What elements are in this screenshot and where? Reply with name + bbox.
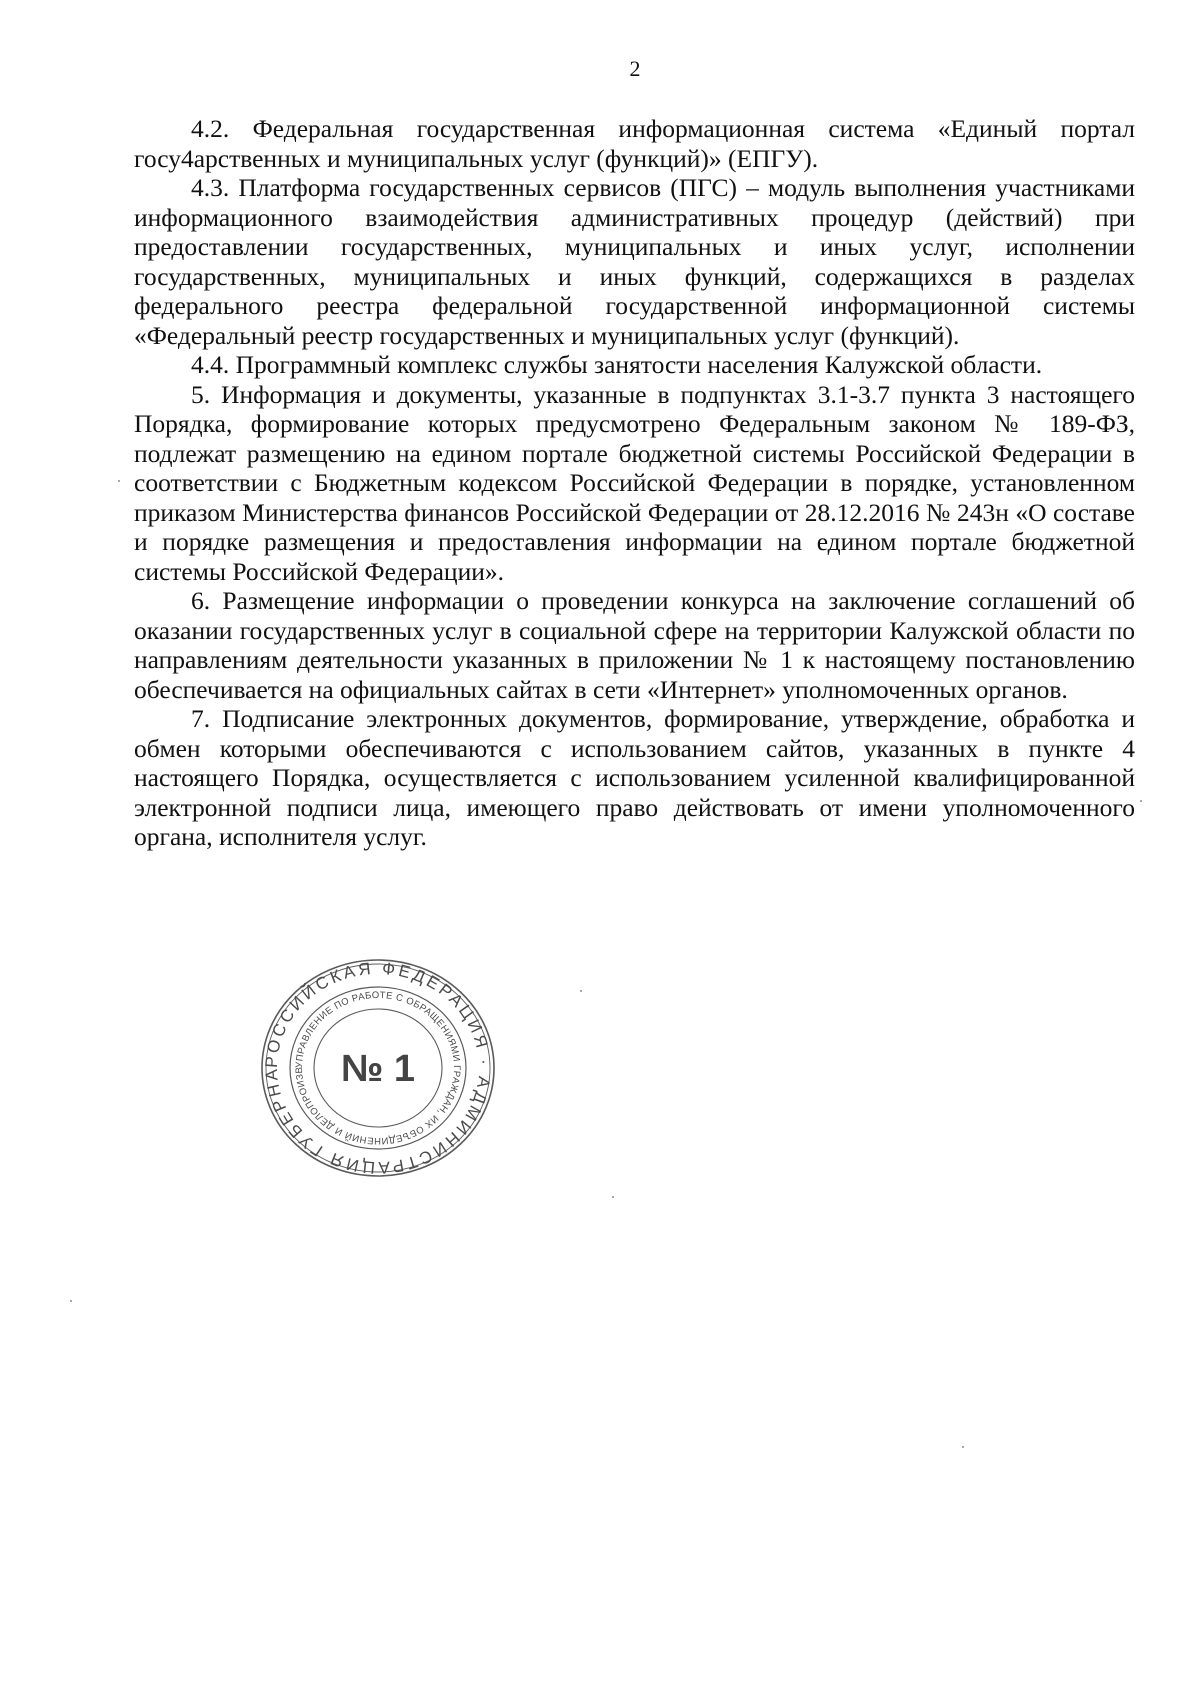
- seal-center-number: № 1: [340, 1048, 416, 1090]
- seal-outer-text: РОССИЙСКАЯ ФЕДЕРАЦИЯ · АДМИНИСТРАЦИЯ ГУБЕРНА: [261, 958, 495, 1178]
- paragraph-5: 5. Информация и документы, указанные в подпунктах 3.1-3.7 пункта 3 настоящего Порядка, формирование которых предусмотрено Федеральным законом № 189-ФЗ, подлежат размещению на едином портале бюджетной системы Российской Федерации в соответствии с Бюджетным кодексом Российской Федерации в порядке, установленном приказом Министерства финансов Российской Федерации от 28.12.2016 № 243н «О составе и порядке размещения и предоставления информации на едином портале бюджетной системы Российской Федерации».: [134, 379, 1135, 586]
- paragraph-4-4: 4.4. Программный комплекс службы занятости населения Калужской области.: [191, 350, 1043, 379]
- scan-speck: [962, 1446, 964, 1448]
- page-number: 2: [629, 56, 641, 81]
- paragraph-4-2: 4.2. Федеральная государственная информационная система «Единый портал госу4арственных и муниципальных услуг (функций)» (ЕПГУ).: [134, 114, 1135, 173]
- seal-graphic: [258, 958, 498, 1178]
- paragraph-6: 6. Размещение информации о проведении конкурса на заключение соглашений об оказании государственных услуг в социальной сфере на территории Калужской области по направлениям деятельности указанных в приложении № 1 к настоящему постановлению обеспечивается на официальных сайтах в сети «Интернет» уполномоченных органов.: [134, 586, 1135, 704]
- official-seal-stamp: [258, 958, 498, 1178]
- scan-speck: [118, 480, 120, 482]
- scan-speck: [612, 1196, 614, 1198]
- scan-speck: [1140, 800, 1142, 802]
- paragraph-7: 7. Подписание электронных документов, формирование, утверждение, обработка и обмен которыми обеспечиваются с использованием сайтов, указанных в пункте 4 настоящего Порядка, осуществляется с использованием усиленной квалифицированной электронной подписи лица, имеющего право действовать от имени уполномоченного органа, исполнителя услуг.: [134, 704, 1135, 851]
- seal-inner-text: УПРАВЛЕНИЕ ПО РАБОТЕ С ОБРАЩЕНИЯМИ ГРАЖДАН, ИХ ОБЪЕДИНЕНИЙ И ДЕЛОПРОИЗВ: [293, 989, 463, 1147]
- document-body: [134, 114, 1135, 852]
- scan-speck: [70, 1300, 72, 1302]
- paragraph-4-3: 4.3. Платформа государственных сервисов (ПГС) – модуль выполнения участниками информационного взаимодействия административных процедур (действий) при предоставлении государственных, муниципальных и иных услуг, исполнении государственных, муниципальных и иных функций, содержащихся в разделах федерального реестра федеральной государственной информационной системы «Федеральный реестр государственных и муниципальных услуг (функций).: [134, 173, 1135, 350]
- scan-speck: [580, 990, 582, 992]
